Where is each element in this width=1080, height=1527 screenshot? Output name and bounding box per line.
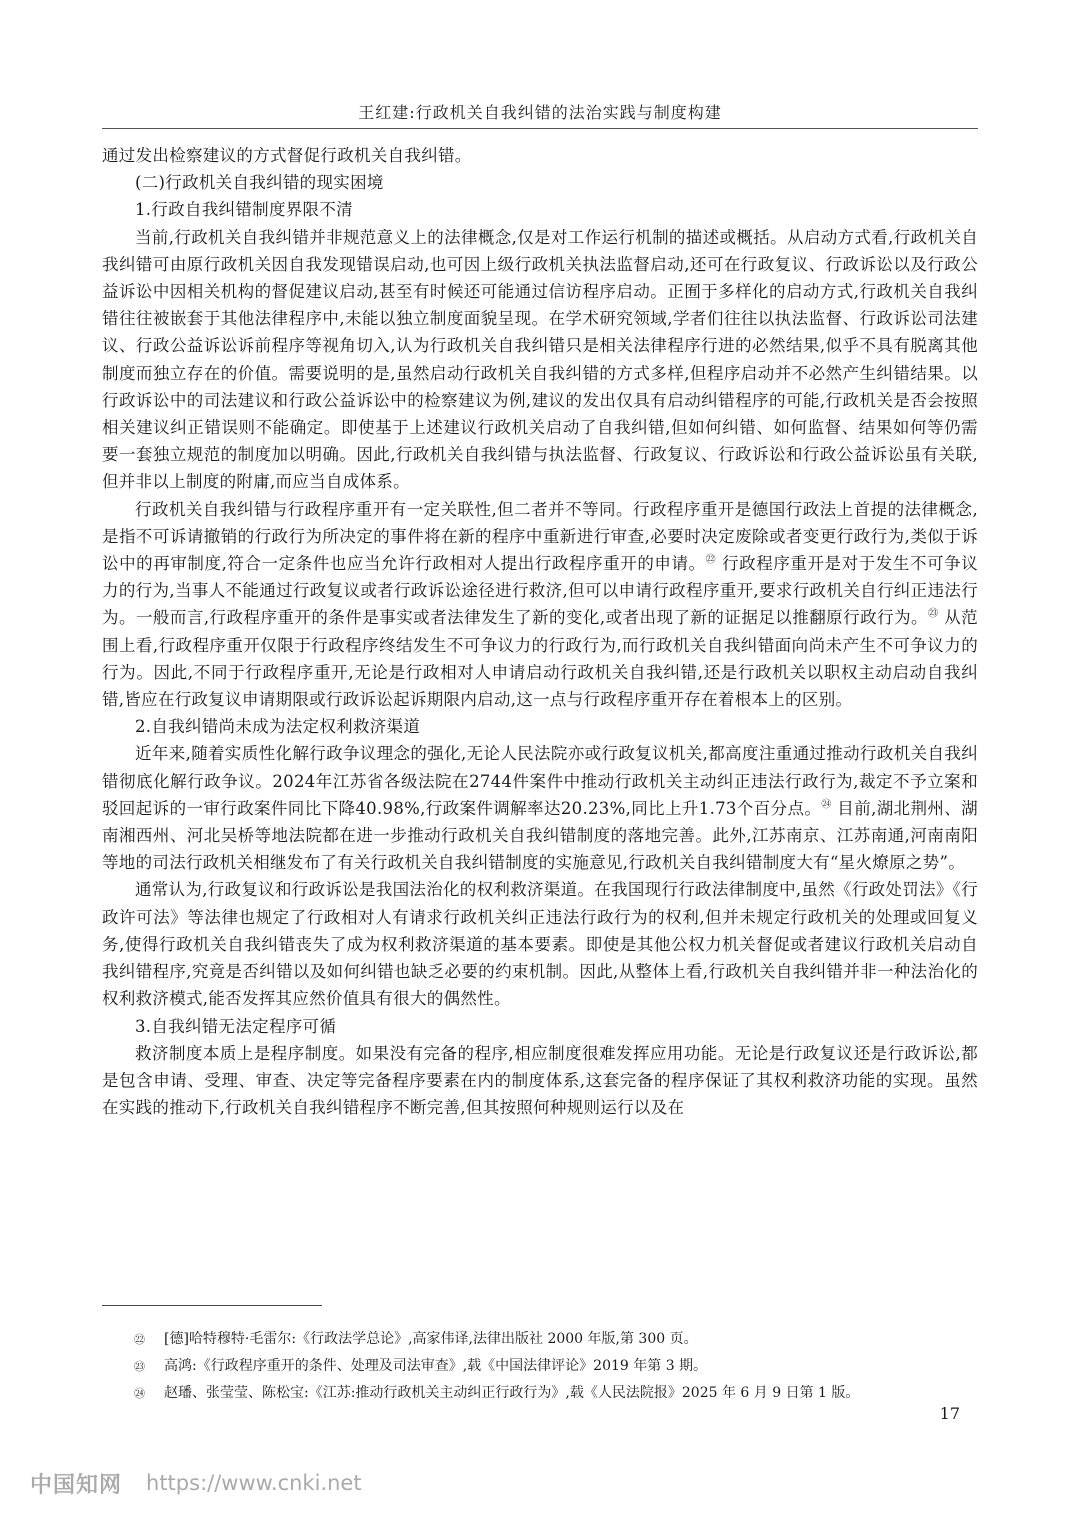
footnote-ref-23[interactable]: ㉓ [928, 608, 939, 620]
paragraph [102, 496, 978, 714]
cnki-logo: 中国知网 [30, 1472, 123, 1498]
footnote-text: 高鸿:《行政程序重开的条件、处理及司法审查》,载《中国法律评论》2019 年第 3 期。 [164, 1358, 708, 1374]
paragraph-text: 目前,湖北荆州、湖南湘西州、河北吴桥等地法院都在进一步推动行政机关自我纠错制度的落地完善。此外,江苏南京、江苏南通,河南南阳等地的司法行政机关相继发布了有关行政机关自我纠错制度的实施意见,行政机关自我纠错制度大有“星火燎原之势”。 [102, 798, 978, 873]
page-number: 17 [939, 1404, 960, 1423]
footnote-rule [102, 1305, 322, 1306]
paragraph-text: 从范围上看,行政程序重开仅限于行政程序终结发生不可争议力的行政行为,而行政机关自我纠错面向尚未产生不可争议力的行为。因此,不同于行政程序重开,无论是行政相对人申请启动行政机关自我纠错,还是行政机关以职权主动启动自我纠错,皆应在行政复议申请期限或行政诉讼起诉期限内启动,这一点与行政程序重开存在着根本上的区别。 [102, 608, 978, 710]
article-body [102, 142, 978, 1121]
cnki-url[interactable]: https://www.cnki.net [146, 1471, 362, 1495]
paragraph: 当前,行政机关自我纠错并非规范意义上的法律概念,仅是对工作运行机制的描述或概括。从启动方式看,行政机关自我纠错可由原行政机关因自我发现错误启动,也可因上级行政机关执法监督启动,还可在行政复议、行政诉讼以及行政公益诉讼中因相关机构的督促建议启动,甚至有时候还可能通过信访程序启动。正囿于多样化的启动方式,行政机关自我纠错往往被嵌套于其他法律程序中,未能以独立制度面貌呈现。在学术研究领域,学者们往往以执法监督、行政诉讼司法建议、行政公益诉讼诉前程序等视角切入,认为行政机关自我纠错只是相关法律程序行进的必然结果,似乎不具有脱离其他制度而独立存在的价值。需要说明的是,虽然启动行政机关自我纠错的方式多样,但程序启动并不必然产生纠错结果。以行政诉讼中的司法建议和行政公益诉讼中的检察建议为例,建议的发出仅具有启动纠错程序的可能,行政机关是否会按照相关建议纠正错误则不能确定。即使基于上述建议行政机关启动了自我纠错,但如何纠错、如何监督、结果如何等仍需要一套独立规范的制度加以明确。因此,行政机关自我纠错与执法监督、行政复议、行政诉讼和行政公益诉讼虽有关联,但并非以上制度的附庸,而应当自成体系。 [102, 227, 978, 492]
footnote [102, 1380, 978, 1407]
footnote-ref-22[interactable]: ㉒ [705, 554, 717, 566]
paragraph-text: 近年来,随着实质性化解行政争议理念的强化,无论人民法院亦或行政复议机关,都高度注重通过推动行政机关自我纠错彻底化解行政争议。2024年江苏省各级法院在2744件案件中推动行政机关主动纠正违法行政行为,裁定不予立案和驳回起诉的一审行政案件同比下降40.98%,行政案件调解率达20.23%,同比上升1.73个百分点。 [102, 744, 978, 818]
footnote [102, 1326, 978, 1353]
paragraph-text: 行政机关自我纠错与行政程序重开有一定关联性,但二者并不等同。行政程序重开是德国行政法上首提的法律概念,是指不可诉请撤销的行政行为所决定的事件将在新的程序中重新进行审查,必要时决定废除或者变更行政行为,类似于诉讼中的再审制度,符合一定条件也应当允许行政相对人提出行政程序重开的申请。 [102, 499, 978, 574]
running-header: 王红建:行政机关自我纠错的法治实践与制度构建 [358, 103, 722, 122]
footnote-number: ㉓ [134, 1360, 145, 1373]
footnotes [102, 1326, 978, 1407]
footnote-number: ㉔ [134, 1387, 145, 1400]
header-rule [102, 128, 978, 129]
paragraph-text: 行政程序重开是对于发生不可争议力的行为,当事人不能通过行政复议或者行政诉讼途径进行救济,但可以申请行政程序重开,要求行政机关自行纠正违法行为。一般而言,行政程序重开的条件是事实或者法律发生了新的变化,或者出现了新的证据足以推翻原行政行为。 [102, 554, 979, 628]
paragraph-continued: 通过发出检察建议的方式督促行政机关自我纠错。 [102, 146, 472, 165]
cnki-watermark [30, 1467, 362, 1499]
paragraph: 通常认为,行政复议和行政诉讼是我国法治化的权利救济渠道。在我国现行行政法律制度中,虽然《行政处罚法》《行政许可法》等法律也规定了行政相对人有请求行政机关纠正违法行政行为的权利,但并未规定行政机关的处理或回复义务,使得行政机关自我纠错丧失了成为权利救济渠道的基本要素。即使是其他公权力机关督促或者建议行政机关启动自我纠错程序,究竟是否纠错以及如何纠错也缺乏必要的约束机制。因此,从整体上看,行政机关自我纠错并非一种法治化的权利救济模式,能否发挥其应然价值具有很大的偶然性。 [102, 880, 978, 1009]
footnote-ref-24[interactable]: ㉔ [821, 799, 832, 811]
paragraph [102, 740, 978, 876]
subsection-heading-1: 1.行政自我纠错制度界限不清 [135, 200, 353, 220]
footnote-text: 赵璠、张莹莹、陈松宝:《江苏:推动行政机关主动纠正行政行为》,载《人民法院报》2025 年 6 月 9 日第 1 版。 [164, 1385, 860, 1401]
subsection-heading-3: 3.自我纠错无法定程序可循 [135, 1016, 337, 1036]
section-heading: (二)行政机关自我纠错的现实困境 [135, 173, 384, 193]
subsection-heading-2: 2.自我纠错尚未成为法定权利救济渠道 [135, 717, 421, 737]
footnote-number: ㉒ [134, 1333, 145, 1346]
footnote [102, 1353, 978, 1380]
footnote-text: [德]哈特穆特·毛雷尔:《行政法学总论》,高家伟译,法律出版社 2000 年版,第 300 页。 [164, 1331, 698, 1347]
paragraph: 救济制度本质上是程序制度。如果没有完备的程序,相应制度很难发挥应用功能。无论是行政复议还是行政诉讼,都是包含申请、受理、审查、决定等完备程序要素在内的制度体系,这套完备的程序保证了其权利救济功能的实现。虽然在实践的推动下,行政机关自我纠错程序不断完善,但其按照何种规则运行以及在 [102, 1043, 978, 1118]
